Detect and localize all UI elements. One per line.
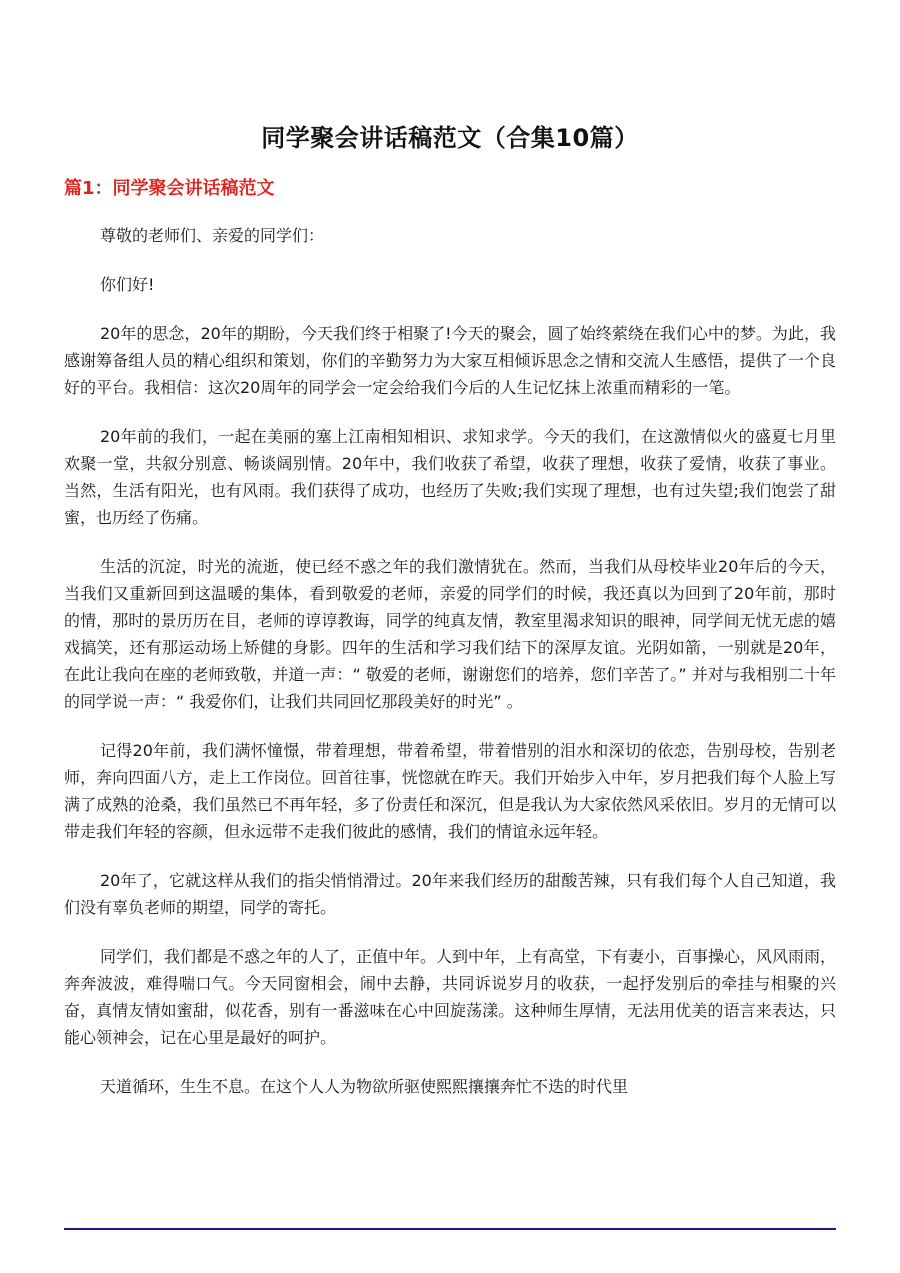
paragraph: 记得20年前，我们满怀憧憬，带着理想，带着希望，带着惜别的泪水和深切的依恋，告别母校，告别老师，奔向四面八方，走上工作岗位。回首往事，恍惚就在昨天。我们开始步入中年，岁月把我们每个人脸上写满了成熟的沧桑，我们虽然已不再年轻，多了份责任和深沉，但是我认为大家依然风采依旧。岁月的无情可以带走我们年轻的容颜，但永远带不走我们彼此的感情，我们的情谊永远年轻。 bbox=[64, 741, 836, 841]
paragraph: 20年的思念，20年的期盼，今天我们终于相聚了!今天的聚会，圆了始终萦绕在我们心中的梦。为此，我感谢筹备组人员的精心组织和策划，你们的辛勤努力为大家互相倾诉思念之情和交流人生感悟，提供了一个良好的平台。我相信：这次20周年的同学会一定会给我们今后的人生记忆抹上浓重而精彩的一笔。 bbox=[64, 324, 836, 397]
document-body bbox=[64, 222, 836, 1122]
footer-divider bbox=[64, 1228, 836, 1230]
document-title: 同学聚会讲话稿范文（合集10篇） bbox=[261, 124, 639, 152]
paragraph: 生活的沉淀，时光的流逝，使已经不惑之年的我们激情犹在。然而，当我们从母校毕业20年后的今天，当我们又重新回到这温暖的集体，看到敬爱的老师，亲爱的同学们的时候，我还真以为回到了20年前，那时的情，那时的景历历在目，老师的谆谆教诲，同学的纯真友情，教室里渴求知识的眼神，同学间无忧无虑的嬉戏搞笑，还有那运动场上矫健的身影。四年的生活和学习我们结下的深厚友谊。光阴如箭，一别就是20年，在此让我向在座的老师致敬，并道一声：“ 敬爱的老师，谢谢您们的培养，您们辛苦了。” 并对与我相别二十年的同学说一声：“ 我爱你们，让我们共同回忆那段美好的时光” 。 bbox=[64, 557, 836, 711]
paragraph: 20年前的我们，一起在美丽的塞上江南相知相识、求知求学。今天的我们，在这激情似火的盛夏七月里欢聚一堂，共叙分别意、畅谈阔别情。20年中，我们收获了希望，收获了理想，收获了爱情，收获了事业。当然，生活有阳光，也有风雨。我们获得了成功，也经历了失败;我们实现了理想，也有过失望;我们饱尝了甜蜜，也历经了伤痛。 bbox=[64, 427, 836, 527]
paragraph: 天道循环，生生不息。在这个人人为物欲所驱使熙熙攘攘奔忙不迭的时代里 bbox=[100, 1077, 629, 1096]
paragraph: 20年了，它就这样从我们的指尖悄悄滑过。20年来我们经历的甜酸苦辣，只有我们每个人自己知道，我们没有辜负老师的期望，同学的寄托。 bbox=[64, 871, 836, 917]
paragraph: 同学们，我们都是不惑之年的人了，正值中年。人到中年，上有高堂，下有妻小，百事操心，风风雨雨，奔奔波波，难得喘口气。今天同窗相会，闹中去静，共同诉说岁月的收获，一起抒发别后的牵挂与相聚的兴奋，真情友情如蜜甜，似花香，别有一番滋味在心中回旋荡漾。这种师生厚情，无法用优美的语言来表达，只能心领神会，记在心里是最好的呵护。 bbox=[64, 947, 837, 1047]
paragraph-greeting: 你们好! bbox=[100, 275, 155, 294]
section-heading: 篇1：同学聚会讲话稿范文 bbox=[64, 178, 275, 199]
paragraph-salutation: 尊敬的老师们、亲爱的同学们： bbox=[100, 226, 325, 245]
